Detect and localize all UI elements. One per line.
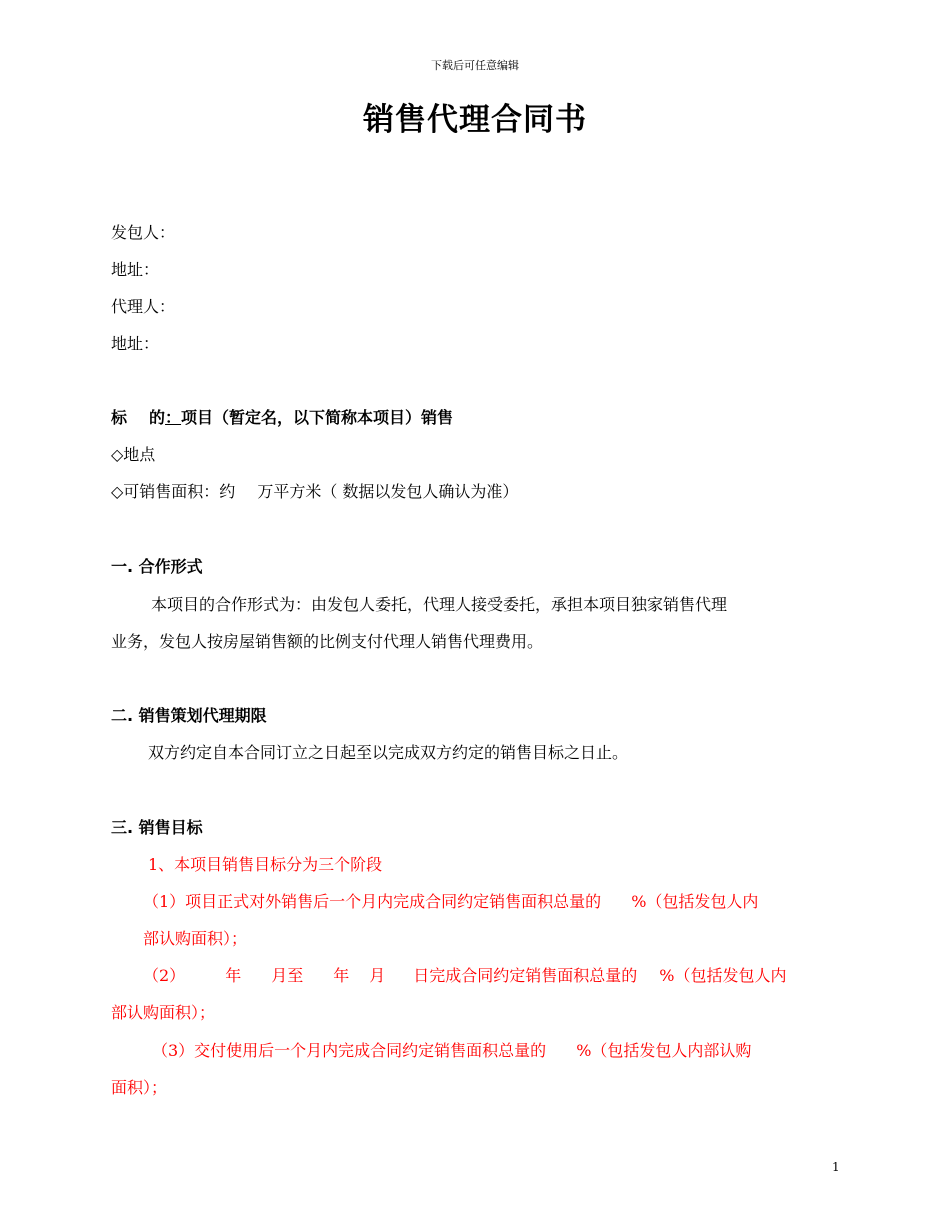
section3-item2-line1 [143,892,758,912]
subject-area-suffix: 万平方米（ 数据以发包人确认为准） [257,482,519,501]
agent-address-label: 地址： [111,334,160,353]
item3-text-f: 日完成合同约定销售面积总量的 [413,966,638,985]
employer-label: 发包人： [111,223,176,242]
item4-text-a: （3）交付使用后一个月内完成合同约定销售面积总量的 [152,1041,547,1060]
agent-label: 代理人： [111,297,176,316]
item4-text-b: %（包括发包人内部认购 [576,1041,752,1060]
subject-label-b: 的 [149,408,166,427]
section3-item4-line1 [152,1041,751,1061]
employer-address-label: 地址： [111,260,160,279]
section3-item3-line1 [143,966,786,986]
item3-text-e: 月 [369,966,386,985]
item2-text-b: %（包括发包人内 [631,892,759,911]
section3-item2-line2: 部认购面积）； [143,929,248,948]
subject-area-prefix: ◇可销售面积：约 [111,482,236,501]
item3-text-d: 年 [333,966,350,985]
section1-para-line2: 业务，发包人按房屋销售额的比例支付代理人销售代理费用。 [111,632,544,651]
item3-text-c: 月至 [271,966,304,985]
page-header-note: 下载后可任意编辑 [431,59,519,72]
item3-text-g: %（包括发包人内 [659,966,787,985]
subject-area [111,482,518,502]
item3-text-a: （2） [143,966,186,985]
section2-heading: 二. 销售策划代理期限 [111,706,267,725]
item3-text-b: 年 [225,966,242,985]
subject-label-a: 标 [111,408,128,427]
section3-item3-line2: 部认购面积）； [111,1003,216,1022]
section3-item4-line2: 面积）； [111,1078,168,1097]
subject-line [111,408,453,428]
section1-heading: 一. 合作形式 [111,557,203,576]
section3-item1: 1、本项目销售目标分为三个阶段 [148,855,383,874]
section3-heading: 三. 销售目标 [111,818,203,837]
page-number: 1 [832,1160,840,1174]
subject-text: 项目（暂定名，以下简称本项目）销售 [181,408,454,427]
section1-para-line1: 本项目的合作形式为：由发包人委托，代理人接受委托，承担本项目独家销售代理 [151,595,728,614]
item2-text-a: （1）项目正式对外销售后一个月内完成合同约定销售面积总量的 [143,892,602,911]
section2-para: 双方约定自本合同订立之日起至以完成双方约定的销售目标之日止。 [148,743,629,762]
document-title: 销售代理合同书 [363,102,587,138]
subject-location: ◇地点 [111,445,156,464]
subject-colon: ： [165,408,182,427]
